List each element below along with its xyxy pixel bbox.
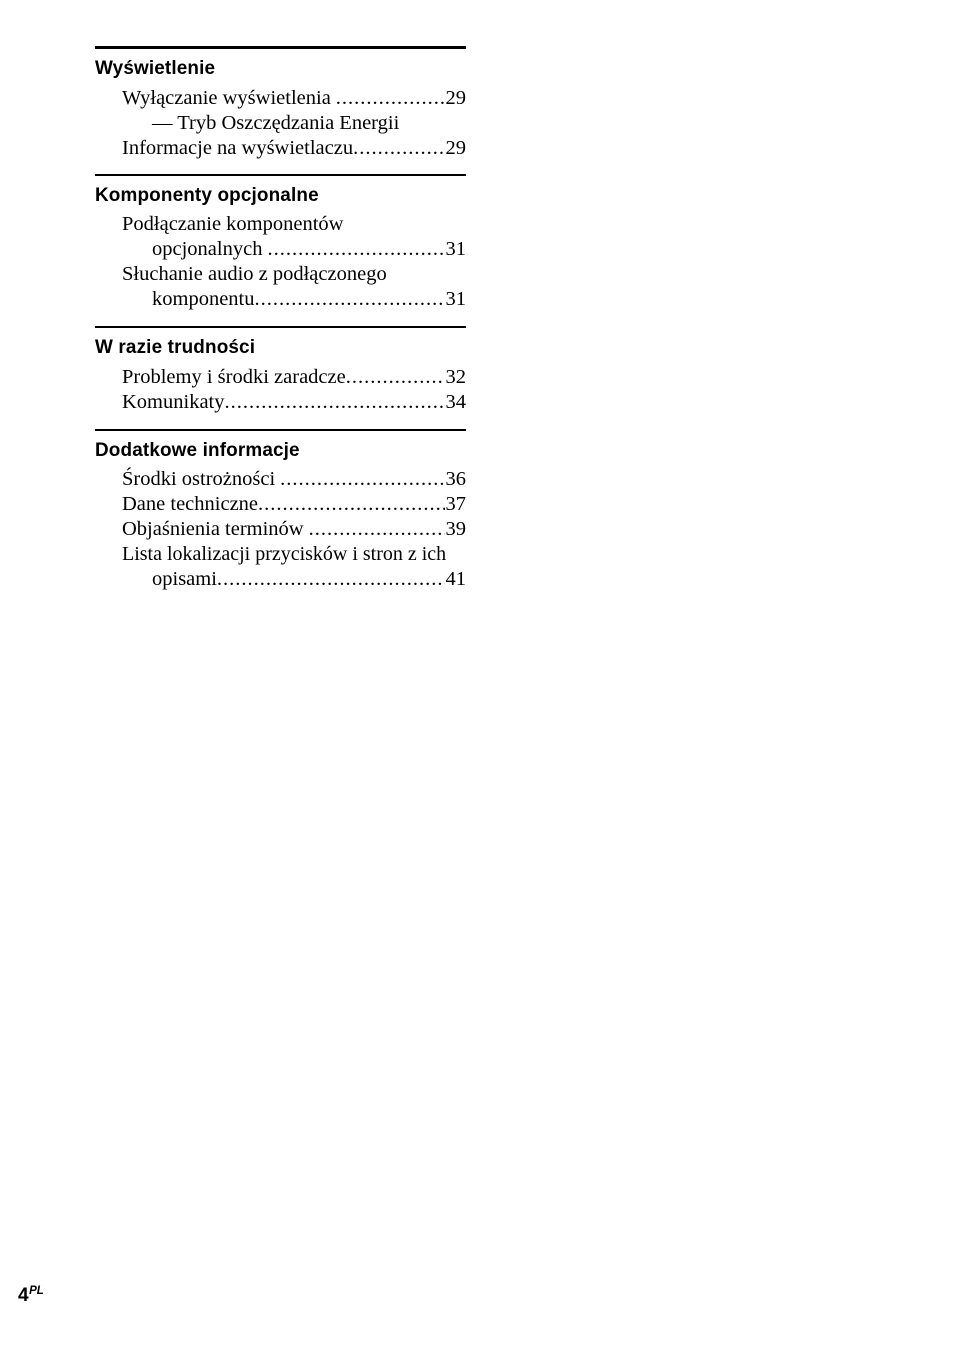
- toc-entry-title: Informacje na wyświetlaczu: [122, 136, 354, 159]
- toc-entry-title: Lista lokalizacji przycisków i stron z ich: [122, 543, 447, 565]
- folio-number: 4: [18, 1285, 29, 1306]
- section-divider-rule: [95, 326, 466, 328]
- toc-page-number: 37: [445, 493, 466, 515]
- toc-entry-line: [95, 390, 466, 415]
- dot-leader: [258, 492, 444, 517]
- section-divider-rule: [95, 46, 466, 49]
- toc-page-number: 34: [445, 390, 466, 413]
- toc-entry-list: [95, 467, 466, 592]
- toc-section: [95, 174, 466, 313]
- toc-section: [95, 46, 466, 161]
- toc-entry[interactable]: [95, 262, 466, 312]
- toc-section: [95, 429, 466, 593]
- toc-entry[interactable]: [95, 365, 466, 390]
- toc-entry-title: komponentu: [152, 288, 255, 310]
- toc-page-number: 36: [445, 468, 466, 490]
- toc-entry[interactable]: [95, 517, 466, 542]
- toc-entry[interactable]: [95, 492, 466, 517]
- toc-entry-title: Dane techniczne: [122, 493, 259, 515]
- dot-leader: [346, 365, 445, 390]
- toc-entry-title: Problemy i środki zaradcze: [122, 365, 346, 388]
- toc-entry-title: Komunikaty: [122, 390, 225, 413]
- dot-leader: [225, 390, 445, 415]
- toc-entry-line: [95, 365, 466, 390]
- toc-entry[interactable]: [95, 390, 466, 415]
- toc-entry-title: Środki ostrożności: [122, 468, 276, 490]
- toc-page-number: 29: [445, 86, 466, 109]
- toc-page-number: 31: [445, 288, 466, 310]
- toc-page-number: 39: [445, 518, 466, 540]
- dot-leader: [309, 517, 445, 542]
- toc-entry[interactable]: [95, 86, 466, 136]
- toc-section-heading: W razie trudności: [95, 336, 256, 358]
- dot-leader: [280, 467, 444, 492]
- toc-entry-line: [95, 467, 466, 492]
- toc-entry-title: opisami: [152, 568, 217, 590]
- toc-entry[interactable]: [95, 467, 466, 492]
- table-of-contents: [95, 46, 466, 592]
- toc-section-heading: Wyświetlenie: [95, 57, 216, 79]
- folio-language-code: PL: [29, 1285, 44, 1297]
- toc-entry-line: [95, 136, 466, 161]
- toc-entry[interactable]: [95, 542, 466, 592]
- toc-page-number: 32: [445, 365, 466, 388]
- dot-leader: [336, 86, 445, 111]
- dot-leader: [217, 567, 445, 592]
- page-folio: [18, 1286, 44, 1305]
- toc-entry-line: [95, 111, 466, 136]
- toc-entry-title: — Tryb Oszczędzania Energii: [152, 111, 400, 134]
- toc-page-number: 41: [445, 568, 466, 590]
- toc-entry-line: [95, 287, 466, 312]
- toc-entry-line: [95, 237, 466, 262]
- toc-entry-title: Wyłączanie wyświetlenia: [122, 86, 331, 109]
- toc-entry-list: [95, 86, 466, 161]
- toc-entry-line: [95, 212, 466, 237]
- toc-entry-line: [95, 262, 466, 287]
- toc-section-heading: Komponenty opcjonalne: [95, 183, 319, 206]
- section-divider-rule: [95, 429, 466, 431]
- dot-leader: [255, 287, 445, 312]
- toc-entry-line: [95, 542, 466, 567]
- toc-entry-title: Podłączanie komponentów: [122, 213, 344, 235]
- toc-section-heading: Dodatkowe informacje: [95, 438, 300, 461]
- toc-entry-title: Słuchanie audio z podłączonego: [122, 263, 387, 285]
- section-divider-rule: [95, 174, 466, 176]
- toc-entry-line: [95, 567, 466, 592]
- toc-entry[interactable]: [95, 212, 466, 262]
- toc-section: [95, 326, 466, 415]
- toc-page-number: 29: [445, 136, 466, 159]
- toc-entry-title: opcjonalnych: [152, 238, 263, 260]
- toc-entry-line: [95, 86, 466, 111]
- dot-leader: [267, 237, 444, 262]
- toc-page-number: 31: [445, 238, 466, 260]
- toc-entry-title: Objaśnienia terminów: [122, 518, 304, 540]
- toc-entry-line: [95, 517, 466, 542]
- toc-entry-list: [95, 212, 466, 312]
- toc-entry[interactable]: [95, 136, 466, 161]
- dot-leader: [353, 136, 444, 161]
- toc-entry-line: [95, 492, 466, 517]
- toc-entry-list: [95, 365, 466, 415]
